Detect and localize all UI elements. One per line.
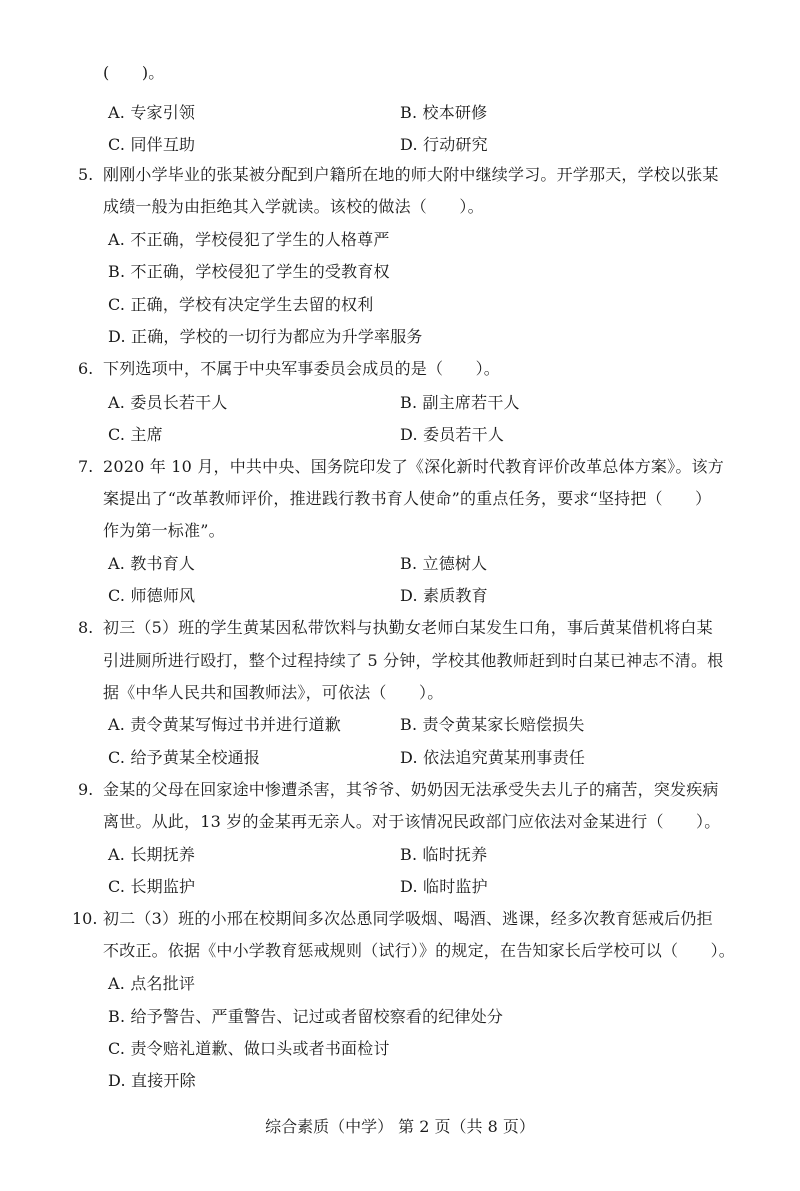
q4-option-c: C. 同伴互助: [108, 135, 196, 154]
q10-option-a: A. 点名批评: [108, 974, 196, 993]
q8-option-c: C. 给予黄某全校通报: [108, 748, 261, 767]
question-8-number: 8.: [78, 618, 94, 637]
q5-option-c: C. 正确，学校有决定学生去留的权利: [108, 295, 374, 314]
page-footer: 综合素质（中学） 第 2 页（共 8 页）: [265, 1117, 535, 1136]
q4-option-b: B. 校本研修: [400, 103, 488, 122]
q6-option-a: A. 委员长若干人: [108, 393, 228, 412]
question-10-line-1: 初二（3）班的小邢在校期间多次怂恿同学吸烟、喝酒、逃课，经多次教育惩戒后仍拒: [103, 909, 713, 928]
q10-option-b: B. 给予警告、严重警告、记过或者留校察看的纪律处分: [108, 1007, 504, 1026]
q6-option-b: B. 副主席若干人: [400, 393, 520, 412]
q9-option-c: C. 长期监护: [108, 877, 196, 896]
question-7-line-3: 作为第一标准”。: [103, 521, 225, 540]
question-5-line-2: 成绩一般为由拒绝其入学就读。该校的做法（ ）。: [103, 197, 484, 216]
q4-option-a: A. 专家引领: [108, 103, 196, 122]
q4-option-d: D. 行动研究: [400, 135, 488, 154]
question-6-number: 6.: [78, 359, 94, 378]
q10-option-c: C. 责令赔礼道歉、做口头或者书面检讨: [108, 1039, 390, 1058]
question-9-number: 9.: [78, 780, 94, 799]
question-10-number: 10.: [72, 909, 98, 928]
q5-option-b: B. 不正确，学校侵犯了学生的受教育权: [108, 262, 390, 281]
q9-option-b: B. 临时抚养: [400, 845, 488, 864]
question-6-line-1: 下列选项中，不属于中央军事委员会成员的是（ ）。: [103, 359, 501, 378]
q6-option-d: D. 委员若干人: [400, 425, 505, 444]
question-8-line-1: 初三（5）班的学生黄某因私带饮料与执勤女老师白某发生口角，事后黄某借机将白某: [103, 618, 713, 637]
q8-option-d: D. 依法追究黄某刑事责任: [400, 748, 586, 767]
question-8-line-3: 据《中华人民共和国教师法》，可依法（ ）。: [103, 683, 444, 702]
q7-option-c: C. 师德师风: [108, 586, 196, 605]
q7-option-d: D. 素质教育: [400, 586, 488, 605]
q9-option-d: D. 临时监护: [400, 877, 488, 896]
question-4-tail: ( )。: [103, 63, 165, 82]
q5-option-a: A. 不正确，学校侵犯了学生的人格尊严: [108, 230, 390, 249]
q8-option-a: A. 责令黄某写悔过书并进行道歉: [108, 715, 341, 734]
q6-option-c: C. 主席: [108, 425, 163, 444]
q9-option-a: A. 长期抚养: [108, 845, 196, 864]
question-9-line-2: 离世。从此，13 岁的金某再无亲人。对于该情况民政部门应依法对金某进行（ ）。: [103, 812, 721, 831]
question-7-line-1: 2020 年 10 月，中共中央、国务院印发了《深化新时代教育评价改革总体方案》。该方: [103, 457, 724, 476]
question-7-number: 7.: [78, 457, 94, 476]
q8-option-b: B. 责令黄某家长赔偿损失: [400, 715, 585, 734]
question-5-line-1: 刚刚小学毕业的张某被分配到户籍所在地的师大附中继续学习。开学那天，学校以张某: [103, 165, 719, 184]
q7-option-b: B. 立德树人: [400, 554, 488, 573]
question-8-line-2: 引进厕所进行殴打，整个过程持续了 5 分钟，学校其他教师赶到时白某已神志不清。根: [103, 651, 724, 670]
question-5-number: 5.: [78, 165, 94, 184]
q5-option-d: D. 正确，学校的一切行为都应为升学率服务: [108, 327, 423, 346]
q10-option-d: D. 直接开除: [108, 1071, 196, 1090]
q7-option-a: A. 教书育人: [108, 554, 196, 573]
question-7-line-2: 案提出了“改革教师评价，推进践行教书育人使命”的重点任务，要求“坚持把（ ）: [103, 489, 712, 508]
question-10-line-2: 不改正。依据《中小学教育惩戒规则（试行）》的规定，在告知家长后学校可以（ ）。: [103, 941, 736, 960]
question-9-line-1: 金某的父母在回家途中惨遭杀害，其爷爷、奶奶因无法承受失去儿子的痛苦，突发疾病: [103, 780, 719, 799]
